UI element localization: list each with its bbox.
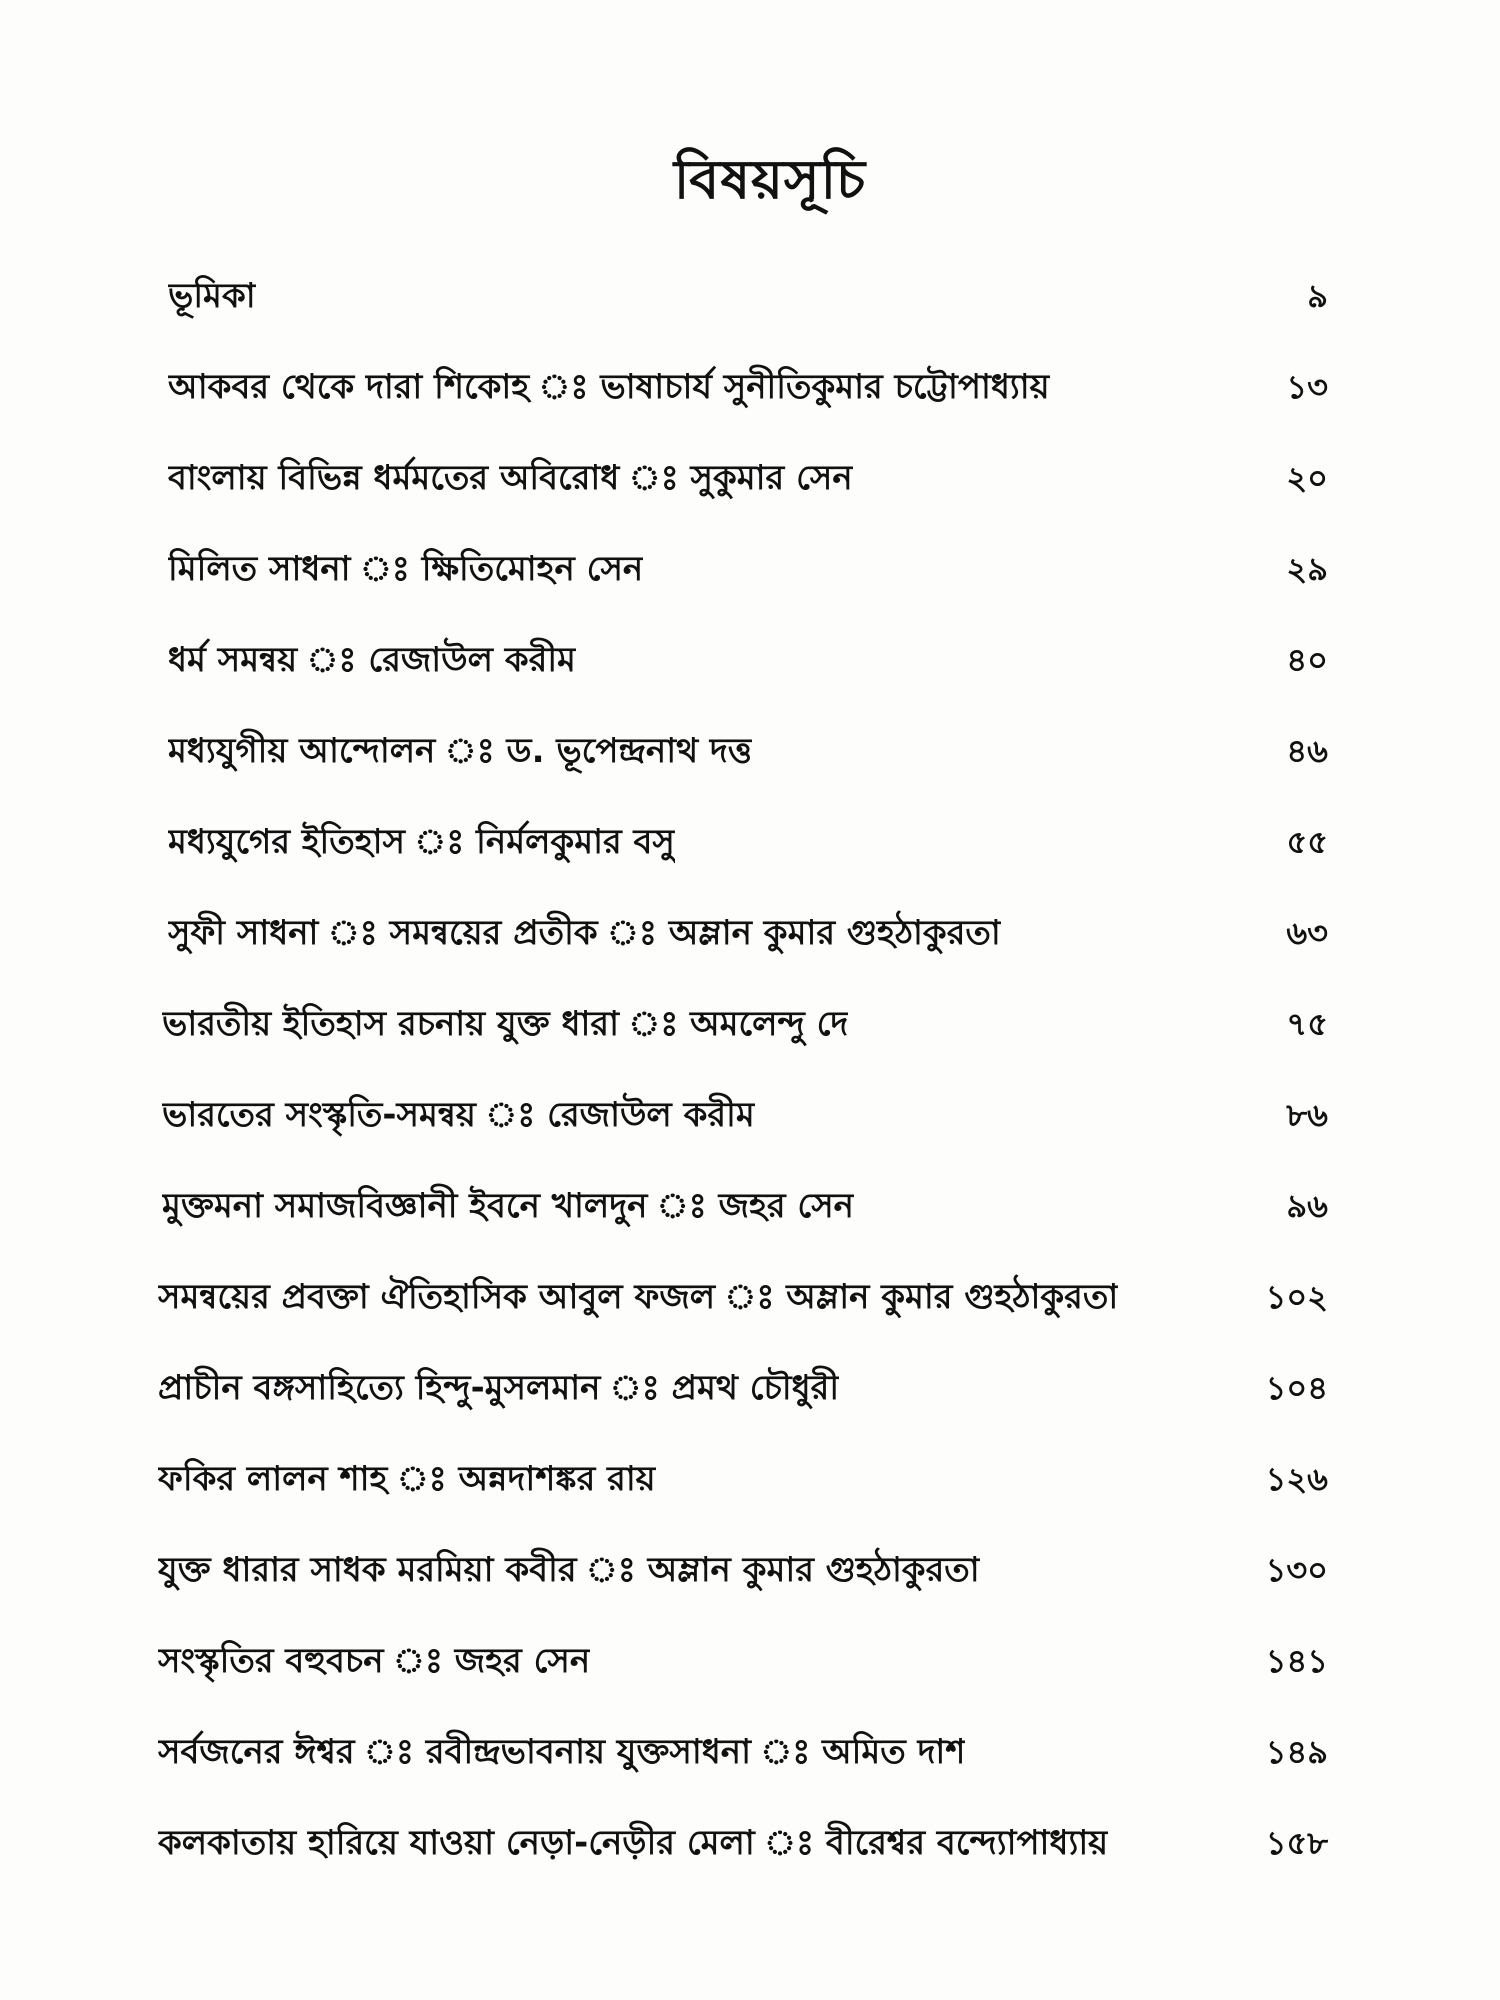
toc-entry	[158, 1817, 1328, 1908]
toc-entry	[168, 725, 1328, 816]
toc-entry-page: ১২৬	[1265, 1460, 1328, 1498]
toc-entry-title: ভারতের সংস্কৃতি-সমন্বয় ঃ রেজাউল করীম	[162, 1095, 755, 1135]
toc-entry	[162, 998, 1328, 1089]
toc-entry	[168, 270, 1328, 361]
toc-entry-page: ১৩	[1286, 368, 1328, 406]
table-of-contents	[158, 270, 1328, 1908]
toc-entry	[158, 1726, 1328, 1817]
toc-entry-page: ৫৫	[1286, 823, 1328, 861]
toc-entry-title: মধ্যযুগীয় আন্দোলন ঃ ড. ভূপেন্দ্রনাথ দত্ত	[168, 731, 753, 771]
toc-entry	[168, 452, 1328, 543]
toc-entry	[162, 1089, 1328, 1180]
toc-entry-title: প্রাচীন বঙ্গসাহিত্যে হিন্দু-মুসলমান ঃ প্রমথ চৌধুরী	[158, 1368, 840, 1408]
toc-entry-title: ভারতীয় ইতিহাস রচনায় যুক্ত ধারা ঃ অমলেন্দু দে	[162, 1004, 849, 1044]
toc-entry-title: মিলিত সাধনা ঃ ক্ষিতিমোহন সেন	[168, 549, 644, 589]
toc-entry-page: ৯৬	[1286, 1187, 1328, 1225]
toc-entry-title: বাংলায় বিভিন্ন ধর্মমতের অবিরোধ ঃ সুকুমার সেন	[168, 458, 853, 498]
toc-entry-title: সর্বজনের ঈশ্বর ঃ রবীন্দ্রভাবনায় যুক্তসাধনা ঃ অমিত দাশ	[158, 1732, 966, 1772]
toc-entry-title: ফকির লালন শাহ ঃ অন্নদাশঙ্কর রায়	[158, 1459, 656, 1499]
toc-entry-title: মুক্তমনা সমাজবিজ্ঞানী ইবনে খালদুন ঃ জহর সেন	[162, 1186, 854, 1226]
toc-entry	[168, 907, 1328, 998]
toc-entry-page: ১৪১	[1265, 1642, 1328, 1680]
toc-entry	[158, 1635, 1328, 1726]
toc-entry	[168, 361, 1328, 452]
toc-entry-title: ধর্ম সমন্বয় ঃ রেজাউল করীম	[168, 640, 576, 680]
toc-entry	[168, 634, 1328, 725]
toc-entry-page: ৯	[1307, 277, 1328, 315]
toc-entry-title: সংস্কৃতির বহুবচন ঃ জহর সেন	[158, 1641, 591, 1681]
toc-entry-page: ২০	[1286, 459, 1328, 497]
toc-entry-page: ৪৬	[1286, 732, 1328, 770]
toc-entry-page: ৭৫	[1286, 1005, 1328, 1043]
toc-entry	[162, 1180, 1328, 1271]
toc-entry	[168, 816, 1328, 907]
toc-entry-page: ২৯	[1286, 550, 1328, 588]
toc-entry	[158, 1271, 1328, 1362]
toc-entry	[158, 1453, 1328, 1544]
toc-entry	[158, 1362, 1328, 1453]
toc-entry-page: ১০৪	[1265, 1369, 1328, 1407]
toc-entry-page: ১৪৯	[1265, 1733, 1328, 1771]
toc-entry-title: কলকাতায় হারিয়ে যাওয়া নেড়া-নেড়ীর মেলা ঃ বীরেশ্বর বন্দ্যোপাধ্যায়	[158, 1823, 1109, 1863]
toc-entry-page: ৪০	[1286, 641, 1328, 679]
toc-entry-title: যুক্ত ধারার সাধক মরমিয়া কবীর ঃ অম্লান কুমার গুহঠাকুরতা	[158, 1550, 980, 1590]
toc-entry	[158, 1544, 1328, 1635]
toc-entry-page: ১৫৮	[1265, 1824, 1328, 1862]
page-title: বিষয়সূচি	[673, 148, 867, 211]
toc-entry-page: ৮৬	[1286, 1096, 1328, 1134]
toc-entry-page: ৬৩	[1286, 914, 1328, 952]
toc-entry-title: সমন্বয়ের প্রবক্তা ঐতিহাসিক আবুল ফজল ঃ অম্লান কুমার গুহঠাকুরতা	[158, 1277, 1119, 1317]
toc-entry-page: ১০২	[1265, 1278, 1328, 1316]
toc-entry-title: মধ্যযুগের ইতিহাস ঃ নির্মলকুমার বসু	[168, 822, 675, 862]
toc-entry	[168, 543, 1328, 634]
toc-entry-page: ১৩০	[1265, 1551, 1328, 1589]
toc-entry-title: ভূমিকা	[168, 276, 256, 316]
toc-entry-title: আকবর থেকে দারা শিকোহ ঃ ভাষাচার্য সুনীতিকুমার চট্টোপাধ্যায়	[168, 367, 1050, 407]
toc-entry-title: সুফী সাধনা ঃ সমন্বয়ের প্রতীক ঃ অম্লান কুমার গুহঠাকুরতা	[168, 913, 1001, 953]
